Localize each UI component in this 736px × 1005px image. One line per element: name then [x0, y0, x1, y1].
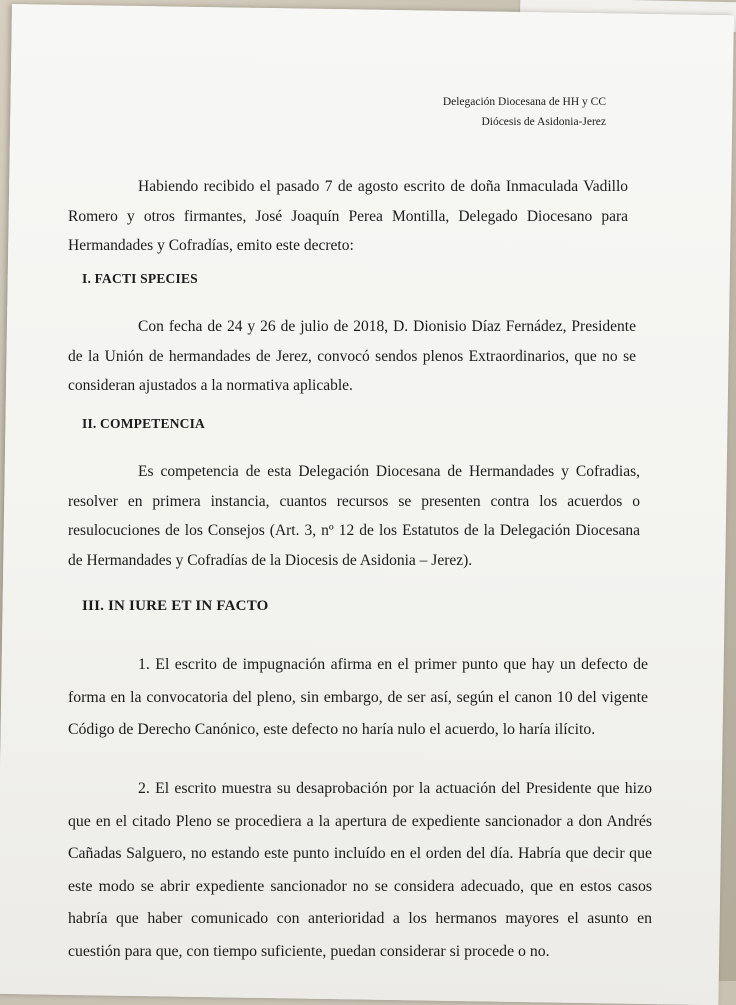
- facti-species-paragraph: Con fecha de 24 y 26 de julio de 2018, D. Dionisio Díaz Fernádez, Presidente de la Unión de hermandades de Jerez, convocó sendos plenos Extraordinarios, que no se consideran ajustados a la normativa aplicable.: [68, 318, 636, 394]
- section-heading-facti-species: I. FACTI SPECIES: [82, 271, 198, 286]
- document-content: [12, 4, 734, 994]
- section-heading-in-iure: III. IN IURE ET IN FACTO: [82, 598, 269, 614]
- section-heading-competencia: II. COMPETENCIA: [82, 416, 206, 431]
- intro-paragraph: Habiendo recibido el pasado 7 de agosto escrito de doña Inmaculada Vadillo Romero y otros firmantes, José Joaquín Perea Montilla, Delegado Diocesano para Hermandades y Cofradías, emito este decreto:: [68, 178, 628, 254]
- in-iure-paragraph-1: 1. El escrito de impugnación afirma en el primer punto que hay un defecto de forma en la convocatoria del pleno, sin embargo, de ser así, según el canon 10 del vigente Código de Derecho Canónico, este defecto no haría nulo el acuerdo, lo haría ilícito.: [68, 656, 648, 738]
- document-page: [0, 4, 734, 1005]
- in-iure-paragraph-2: 2. El escrito muestra su desaprobación por la actuación del Presidente que hizo que en el citado Pleno se procediera a la apertura de expediente sancionador a don Andrés Cañadas Salguero, no estando este punto incluído en el orden del día. Habría que decir que este modo se abrir expediente sancionador no se considera adecuado, que en estos casos habría que haber comunicado con anterioridad a los hermanos mayores el asunto en cuestión para que, con tiempo suficiente, puedan considerar si procede o no.: [68, 780, 652, 960]
- letterhead-line-2: Diócesis de Asidonia-Jerez: [481, 116, 606, 128]
- competencia-paragraph: Es competencia de esta Delegación Diocesana de Hermandades y Cofradias, resolver en primera instancia, cuantos recursos se presenten contra los acuerdos o resulocuciones de los Consejos (Art. 3, nº 12 de los Estatutos de la Delegación Diocesana de Hermandades y Cofradías de la Diocesis de Asidonia – Jerez).: [68, 463, 640, 569]
- letterhead-line-1: Delegación Diocesana de HH y CC: [442, 96, 606, 108]
- letterhead: [443, 92, 606, 132]
